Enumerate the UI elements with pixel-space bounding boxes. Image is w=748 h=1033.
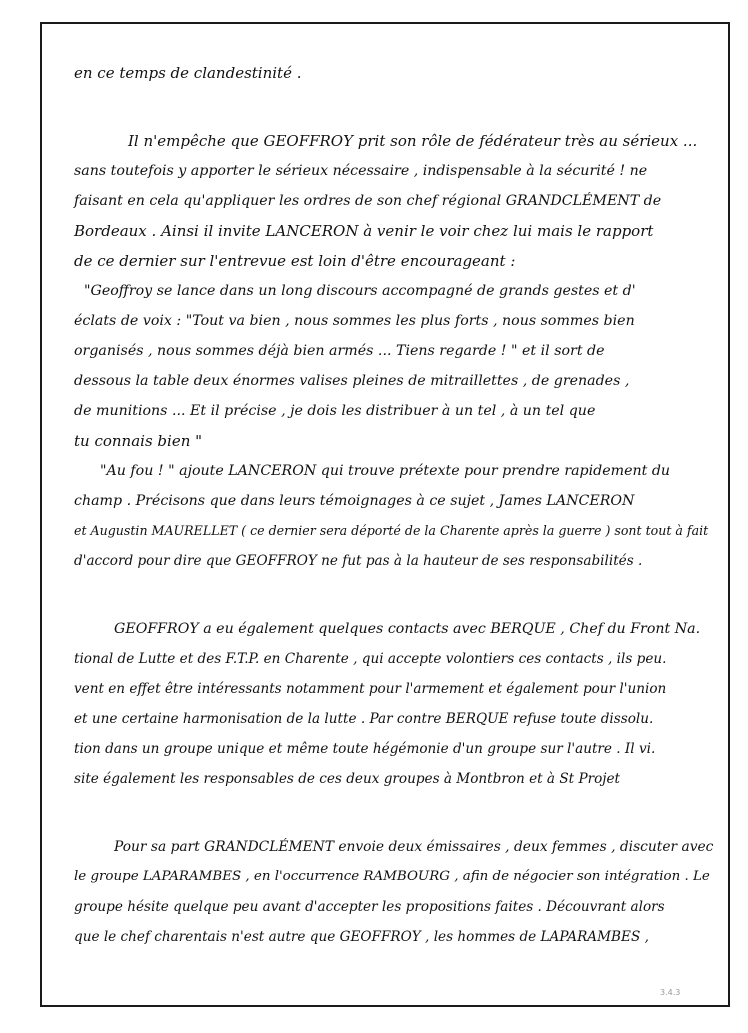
text-line: que le chef charentais n'est autre que GEOFFROY , les hommes de LAPARAMBES , [74,929,649,945]
text-line: tion dans un groupe unique et même toute hégémonie d'un groupe sur l'autre . Il vi. [74,741,656,757]
text-line: "Geoffroy se lance dans un long discours accompagné de grands gestes et d' [84,283,636,299]
page-number-mark: 3.4.3 [660,988,681,997]
text-line: champ . Précisons que dans leurs témoignages à ce sujet , James LANCERON [74,493,635,509]
text-line: d'accord pour dire que GEOFFROY ne fut pas à la hauteur de ses responsabilités . [74,553,643,569]
text-line: tu connais bien " [74,432,203,450]
text-line: organisés , nous sommes déjà bien armés ... Tiens regarde ! " et il sort de [74,343,605,359]
text-line: "Au fou ! " ajoute LANCERON qui trouve prétexte pour prendre rapidement du [100,463,671,479]
text-line: de munitions ... Et il précise , je dois les distribuer à un tel , à un tel que [74,403,596,419]
text-line: sans toutefois y apporter le sérieux nécessaire , indispensable à la sécurité ! ne [74,163,648,179]
text-line: faisant en cela qu'appliquer les ordres de son chef régional GRANDCLÉMENT de [74,193,662,209]
text-line: Il n'empêche que GEOFFROY prit son rôle de fédérateur très au sérieux ... [128,132,698,150]
text-line: vent en effet être intéressants notamment pour l'armement et également pour l'union [74,681,667,697]
text-line: éclats de voix : "Tout va bien , nous sommes les plus forts , nous sommes bien [74,313,635,329]
text-line: et Augustin MAURELLET ( ce dernier sera déporté de la Charente après la guerre ) sont tout à fait [74,523,709,538]
text-line: tional de Lutte et des F.T.P. en Charente , qui accepte volontiers ces contacts , ils peu. [74,651,667,667]
text-line: en ce temps de clandestinité . [74,64,302,82]
text-line: groupe hésite quelque peu avant d'accepter les propositions faites . Découvrant alors [74,899,665,915]
text-line: Bordeaux . Ainsi il invite LANCERON à venir le voir chez lui mais le rapport [74,222,654,240]
text-line: site également les responsables de ces deux groupes à Montbron et à St Projet [74,771,620,787]
text-line: GEOFFROY a eu également quelques contacts avec BERQUE , Chef du Front Na. [114,621,701,637]
text-line: le groupe LAPARAMBES , en l'occurrence RAMBOURG , afin de négocier son intégration . Le [74,869,710,884]
text-line: dessous la table deux énormes valises pleines de mitraillettes , de grenades , [74,373,630,389]
text-line: Pour sa part GRANDCLÉMENT envoie deux émissaires , deux femmes , discuter avec [114,839,714,855]
text-line: de ce dernier sur l'entrevue est loin d'être encourageant : [74,252,516,270]
text-line: et une certaine harmonisation de la lutte . Par contre BERQUE refuse toute dissolu. [74,711,654,727]
